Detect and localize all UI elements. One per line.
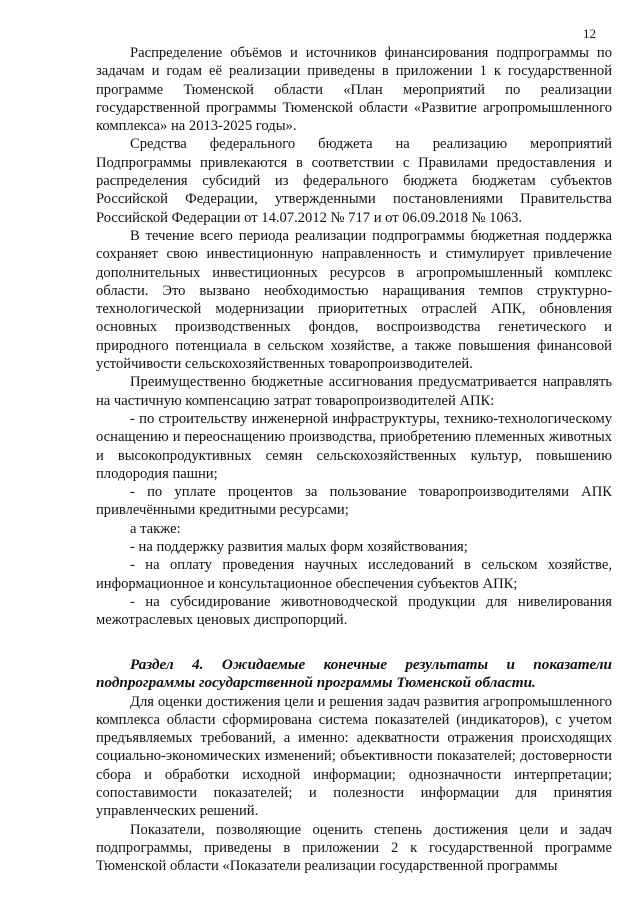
list-item-interest-payments: - по уплате процентов за пользование товаропроизводителями АПК привлечёнными кредитными ресурсами; xyxy=(96,484,612,519)
paragraph-also: а также: xyxy=(130,520,181,537)
paragraph-budget-allocations: Преимущественно бюджетные ассигнования предусматривается направлять на частичную компенсацию затрат товаропроизводителей АПК: xyxy=(96,374,612,409)
paragraph-federal-funds: Средства федерального бюджета на реализацию мероприятий Подпрограммы привлекаются в соответствии с Правилами предоставления и распределения субсидий из федерального бюджета бюджетам субъектов Российской Федерации, утвержденными постановлениями Правительства Российской Федерации от 14.07.2012 № 717 и от 06.09.2018 № 1063. xyxy=(96,136,612,226)
section-heading: Раздел 4. Ожидаемые конечные результаты и показатели подпрограммы государственной программы Тюменской области. xyxy=(96,655,612,691)
document-body xyxy=(96,44,612,875)
paragraph-indicator-system: Для оценки достижения цели и решения задач развития агропромышленного комплекса области сформирована система показателей (индикаторов), с учетом предъявляемых требований, а именно: адекватности отражения происходящих социально-экономических изменений; объективности показателей; достоверности сбора и обработки исходной информации; однозначности интерпретации; сопоставимости показателей; и полезности информации для принятия управленческих решений. xyxy=(96,693,612,820)
list-item-research: - на оплату проведения научных исследований в сельском хозяйстве, информационное и консультационное обеспечения субъектов АПК; xyxy=(96,557,612,592)
page-number: 12 xyxy=(583,26,596,41)
paragraph-financing-distribution: Распределение объёмов и источников финансирования подпрограммы по задачам и годам её реализации приведены в приложении 1 к государственной программе Тюменской области «План мероприятий по реализации государственной программы Тюменской области «Развитие агропромышленного комплекса» на 2013-2025 годы». xyxy=(96,45,612,135)
list-item-construction: - по строительству инженерной инфраструктуры, технико-технологическому оснащению и переоснащению производства, приобретению племенных животных и высокопродуктивных семян сельскохозяйственных культур, повышению плодородия пашни; xyxy=(96,410,612,482)
paragraph-budget-support: В течение всего периода реализации подпрограммы бюджетная поддержка сохраняет свою инвестиционную направленность и стимулирует привлечение дополнительных инвестиционных ресурсов в агропромышленный комплекс области. Это вызвано необходимостью наращивания темпов структурно-технологической модернизации приоритетных отраслей АПК, обновления основных производственных фондов, воспроизводства генетического и природного потенциала в сельском хозяйстве, а также повышения финансовой устойчивости сельскохозяйственных товаропроизводителей. xyxy=(96,227,612,373)
list-item-small-farms: - на поддержку развития малых форм хозяйствования; xyxy=(130,539,468,556)
paragraph-indicators-appendix: Показатели, позволяющие оценить степень достижения цели и задач подпрограммы, приведены в приложении 2 к государственной программе Тюменской области «Показатели реализации государственной программы xyxy=(96,821,612,875)
list-item-livestock-subsidy: - на субсидирование животноводческой продукции для нивелирования межотраслевых ценовых диспропорций. xyxy=(96,593,612,629)
